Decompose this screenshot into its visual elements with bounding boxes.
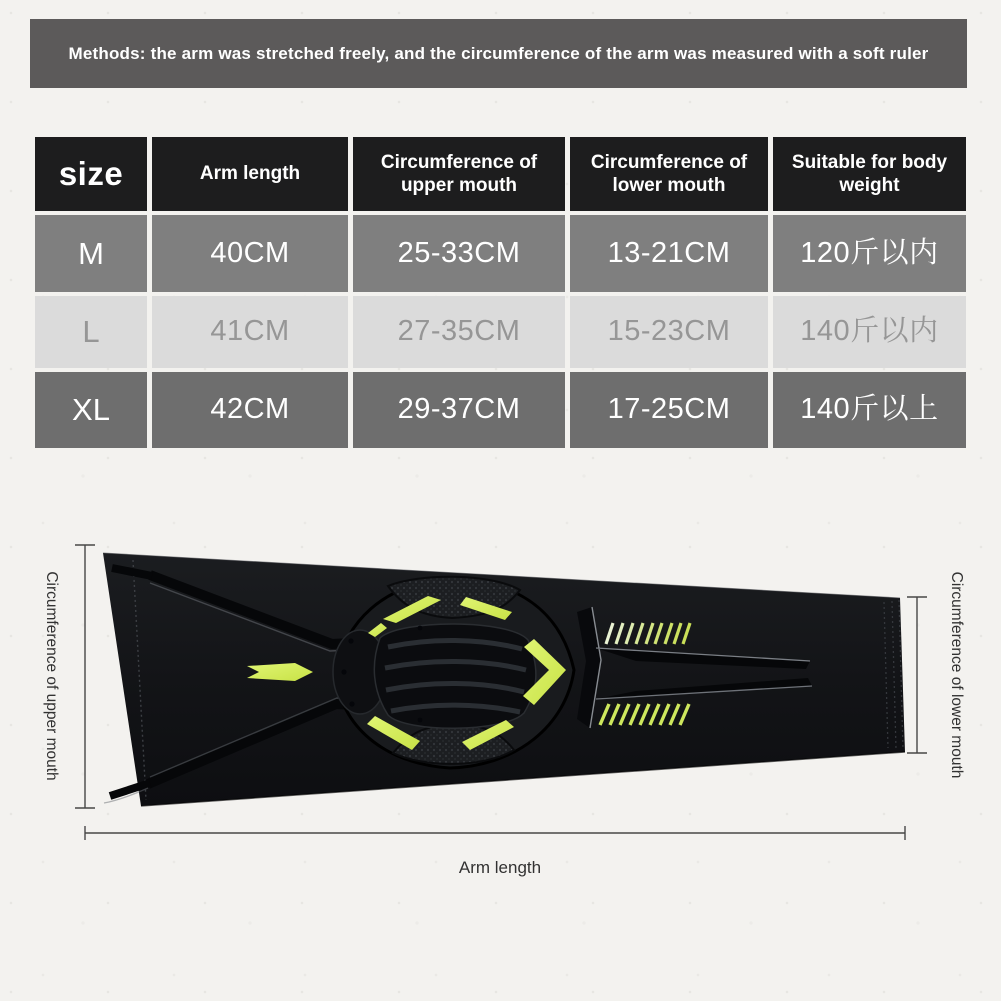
cell-l-lower-mouth: 15-23CM: [570, 296, 768, 368]
product-figure: [0, 520, 1001, 920]
cell-xl-size: XL: [35, 372, 147, 448]
cell-l-upper-mouth: 27-35CM: [353, 296, 565, 368]
col-header-upper-mouth: Circumference of upper mouth: [353, 137, 565, 211]
col-header-arm-length: Arm length: [152, 137, 348, 211]
cell-m-body-weight: 120斤以内: [773, 215, 966, 292]
cell-m-lower-mouth: 13-21CM: [570, 215, 768, 292]
cell-xl-body-weight: 140斤以上: [773, 372, 966, 448]
cell-m-size: M: [35, 215, 147, 292]
cell-l-arm-length: 41CM: [152, 296, 348, 368]
cell-xl-lower-mouth: 17-25CM: [570, 372, 768, 448]
arm-sleeve-diagram: [0, 520, 1001, 920]
arm-length-measure-line: [85, 826, 905, 840]
cell-xl-arm-length: 42CM: [152, 372, 348, 448]
upper-mouth-label: Circumference of upper mouth: [43, 571, 60, 781]
lower-mouth-label: Circumference of lower mouth: [948, 571, 965, 779]
col-header-lower-mouth: Circumference of lower mouth: [570, 137, 768, 211]
methods-banner: [30, 19, 967, 88]
cell-xl-upper-mouth: 29-37CM: [353, 372, 565, 448]
arm-length-label: Arm length: [458, 858, 542, 877]
upper-mouth-measure-line: [75, 545, 95, 808]
methods-banner-text: Methods: the arm was stretched freely, and the circumference of the arm was measured with a soft ruler: [68, 43, 929, 63]
cell-l-body-weight: 140斤以内: [773, 296, 966, 368]
cell-l-size: L: [35, 296, 147, 368]
cell-m-arm-length: 40CM: [152, 215, 348, 292]
col-header-size: size: [35, 137, 147, 211]
lower-mouth-measure-line: [907, 597, 927, 753]
col-header-body-weight: Suitable for body weight: [773, 137, 966, 211]
size-table: [35, 137, 966, 448]
cell-m-upper-mouth: 25-33CM: [353, 215, 565, 292]
